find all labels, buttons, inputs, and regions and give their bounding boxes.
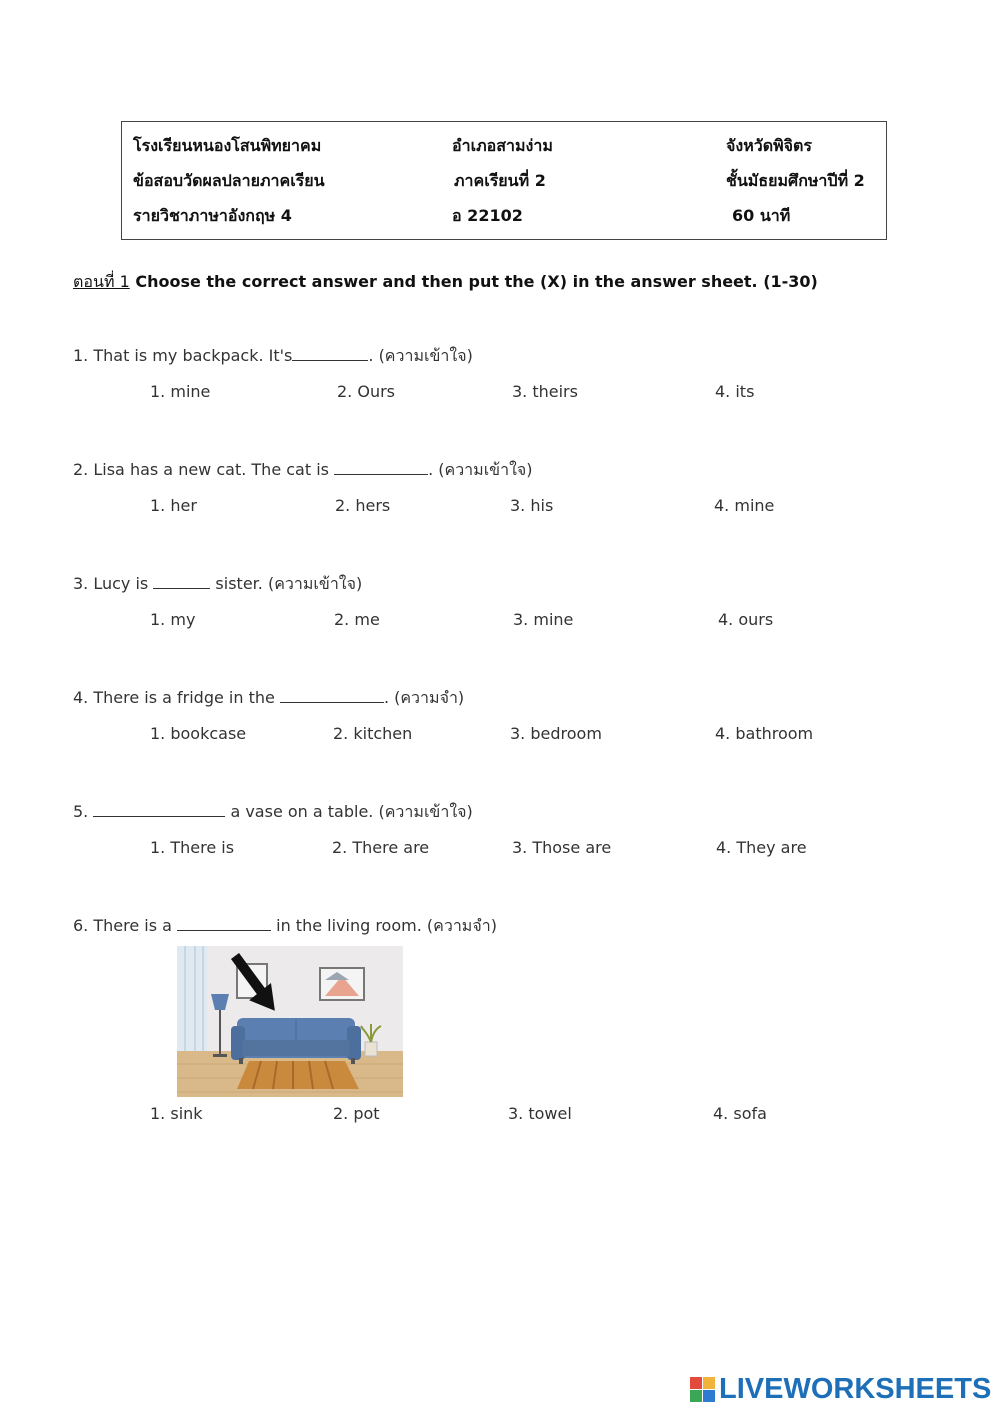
question-3 bbox=[73, 572, 362, 597]
province-name: จังหวัดพิจิตร bbox=[726, 136, 813, 155]
exam-title: ข้อสอบวัดผลปลายภาคเรียน bbox=[133, 171, 325, 190]
living-room-illustration bbox=[177, 946, 403, 1097]
q5-option-2[interactable]: 2. There are bbox=[332, 838, 430, 857]
exam-header-box bbox=[121, 121, 887, 240]
q2-option-2[interactable]: 2. hers bbox=[335, 496, 391, 515]
question-3-text: 3. Lucy is bbox=[73, 574, 154, 593]
answer-blank[interactable] bbox=[334, 460, 428, 475]
question-2-note: . (ความเข้าใจ) bbox=[428, 460, 533, 479]
subject-name: รายวิชาภาษาอังกฤษ 4 bbox=[133, 206, 292, 225]
q1-option-2[interactable]: 2. Ours bbox=[337, 382, 395, 401]
q4-option-3[interactable]: 3. bedroom bbox=[510, 724, 602, 743]
question-4-note: . (ความจำ) bbox=[383, 688, 465, 707]
question-4-text: 4. There is a fridge in the bbox=[73, 688, 280, 707]
q3-option-4[interactable]: 4. ours bbox=[718, 610, 774, 629]
section-instruction-text: Choose the correct answer and then put the (X) in the answer sheet. (1-30) bbox=[129, 272, 818, 291]
q6-option-1[interactable]: 1. sink bbox=[150, 1104, 203, 1123]
liveworksheets-watermark bbox=[690, 1372, 991, 1406]
question-3-note: sister. (ความเข้าใจ) bbox=[210, 574, 363, 593]
question-4 bbox=[73, 686, 464, 711]
answer-blank[interactable] bbox=[292, 346, 368, 361]
q6-option-2[interactable]: 2. pot bbox=[333, 1104, 380, 1123]
q4-option-1[interactable]: 1. bookcase bbox=[150, 724, 247, 743]
q4-option-2[interactable]: 2. kitchen bbox=[333, 724, 413, 743]
q2-option-3[interactable]: 3. his bbox=[510, 496, 554, 515]
question-5-note: a vase on a table. (ความเข้าใจ) bbox=[225, 802, 473, 821]
q2-option-4[interactable]: 4. mine bbox=[714, 496, 775, 515]
section-label: ตอนที่ 1 bbox=[73, 272, 130, 291]
question-2 bbox=[73, 458, 533, 483]
school-name: โรงเรียนหนองโสนพิทยาคม bbox=[133, 136, 322, 155]
watermark-text: LIVEWORKSHEETS bbox=[719, 1372, 992, 1405]
q3-option-1[interactable]: 1. my bbox=[150, 610, 196, 629]
q2-option-1[interactable]: 1. her bbox=[150, 496, 197, 515]
district-name: อำเภอสามง่าม bbox=[452, 136, 553, 155]
liveworksheets-logo-icon bbox=[690, 1377, 715, 1402]
question-1 bbox=[73, 344, 473, 369]
subject-code: อ 22102 bbox=[452, 206, 523, 225]
q3-option-3[interactable]: 3. mine bbox=[513, 610, 574, 629]
rug-icon bbox=[237, 1061, 359, 1089]
living-room-picture bbox=[177, 946, 403, 1097]
question-6-note: in the living room. (ความจำ) bbox=[271, 916, 497, 935]
question-6 bbox=[73, 914, 497, 939]
question-5-text: 5. bbox=[73, 802, 94, 821]
section-instruction bbox=[73, 270, 818, 295]
q1-option-4[interactable]: 4. its bbox=[715, 382, 755, 401]
semester: ภาคเรียนที่ 2 bbox=[454, 171, 546, 190]
question-1-text: 1. That is my backpack. It's bbox=[73, 346, 293, 365]
q6-option-4[interactable]: 4. sofa bbox=[713, 1104, 767, 1123]
answer-blank[interactable] bbox=[177, 916, 271, 931]
answer-blank[interactable] bbox=[93, 802, 225, 817]
answer-blank[interactable] bbox=[280, 688, 384, 703]
question-5 bbox=[73, 800, 473, 825]
question-2-text: 2. Lisa has a new cat. The cat is bbox=[73, 460, 335, 479]
q3-option-2[interactable]: 2. me bbox=[334, 610, 380, 629]
q5-option-3[interactable]: 3. Those are bbox=[512, 838, 612, 857]
grade-level: ชั้นมัธยมศึกษาปีที่ 2 bbox=[726, 171, 865, 190]
question-6-text: 6. There is a bbox=[73, 916, 178, 935]
q5-option-1[interactable]: 1. There is bbox=[150, 838, 235, 857]
exam-duration: 60 นาที bbox=[732, 206, 791, 225]
plant-pot-icon bbox=[365, 1042, 377, 1056]
q4-option-4[interactable]: 4. bathroom bbox=[715, 724, 814, 743]
q6-option-3[interactable]: 3. towel bbox=[508, 1104, 572, 1123]
q5-option-4[interactable]: 4. They are bbox=[716, 838, 807, 857]
q1-option-1[interactable]: 1. mine bbox=[150, 382, 211, 401]
q1-option-3[interactable]: 3. theirs bbox=[512, 382, 578, 401]
answer-blank[interactable] bbox=[153, 574, 210, 589]
question-1-note: . (ความเข้าใจ) bbox=[368, 346, 473, 365]
